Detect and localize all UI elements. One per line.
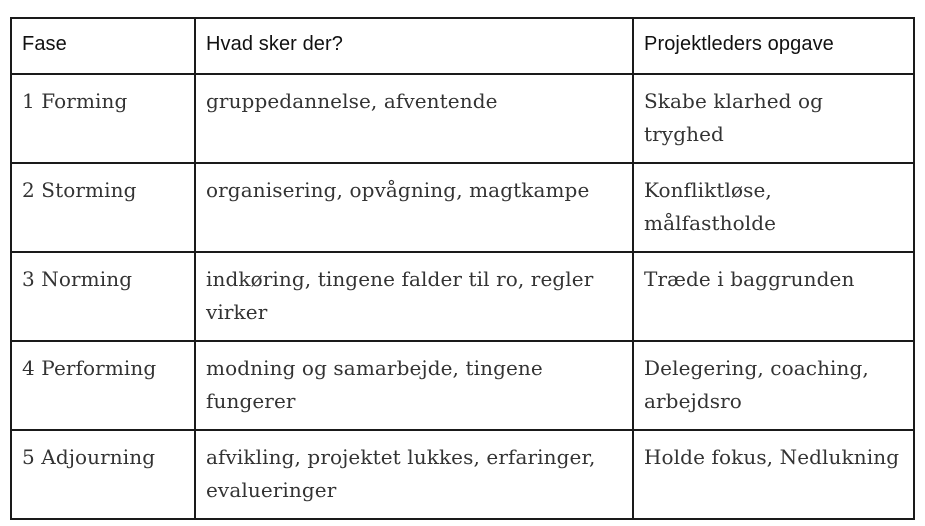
table-row — [11, 341, 914, 430]
table-header-row — [11, 18, 914, 74]
what-cell: afvikling, projektet lukkes, erfaringer, evalueringer — [195, 430, 633, 519]
task-cell: Træde i baggrunden — [633, 252, 914, 341]
table-row — [11, 430, 914, 519]
phase-cell: 3 Norming — [11, 252, 195, 341]
task-cell: Skabe klarhed og tryghed — [633, 74, 914, 163]
what-cell: organisering, opvågning, magtkampe — [195, 163, 633, 252]
phase-cell: 4 Performing — [11, 341, 195, 430]
table-row — [11, 74, 914, 163]
header-leader-task: Projektleders opgave — [633, 18, 914, 74]
task-cell: Holde fokus, Nedlukning — [633, 430, 914, 519]
phase-table-container — [10, 17, 913, 520]
table-row — [11, 163, 914, 252]
header-phase: Fase — [11, 18, 195, 74]
task-cell: Delegering, coaching, arbejdsro — [633, 341, 914, 430]
team-phase-table — [10, 17, 915, 520]
table-row — [11, 252, 914, 341]
what-cell: modning og samarbejde, tingene fungerer — [195, 341, 633, 430]
phase-cell: 1 Forming — [11, 74, 195, 163]
phase-cell: 2 Storming — [11, 163, 195, 252]
what-cell: gruppedannelse, afventende — [195, 74, 633, 163]
phase-cell: 5 Adjourning — [11, 430, 195, 519]
header-what-happens: Hvad sker der? — [195, 18, 633, 74]
task-cell: Konfliktløse, målfastholde — [633, 163, 914, 252]
what-cell: indkøring, tingene falder til ro, regler virker — [195, 252, 633, 341]
